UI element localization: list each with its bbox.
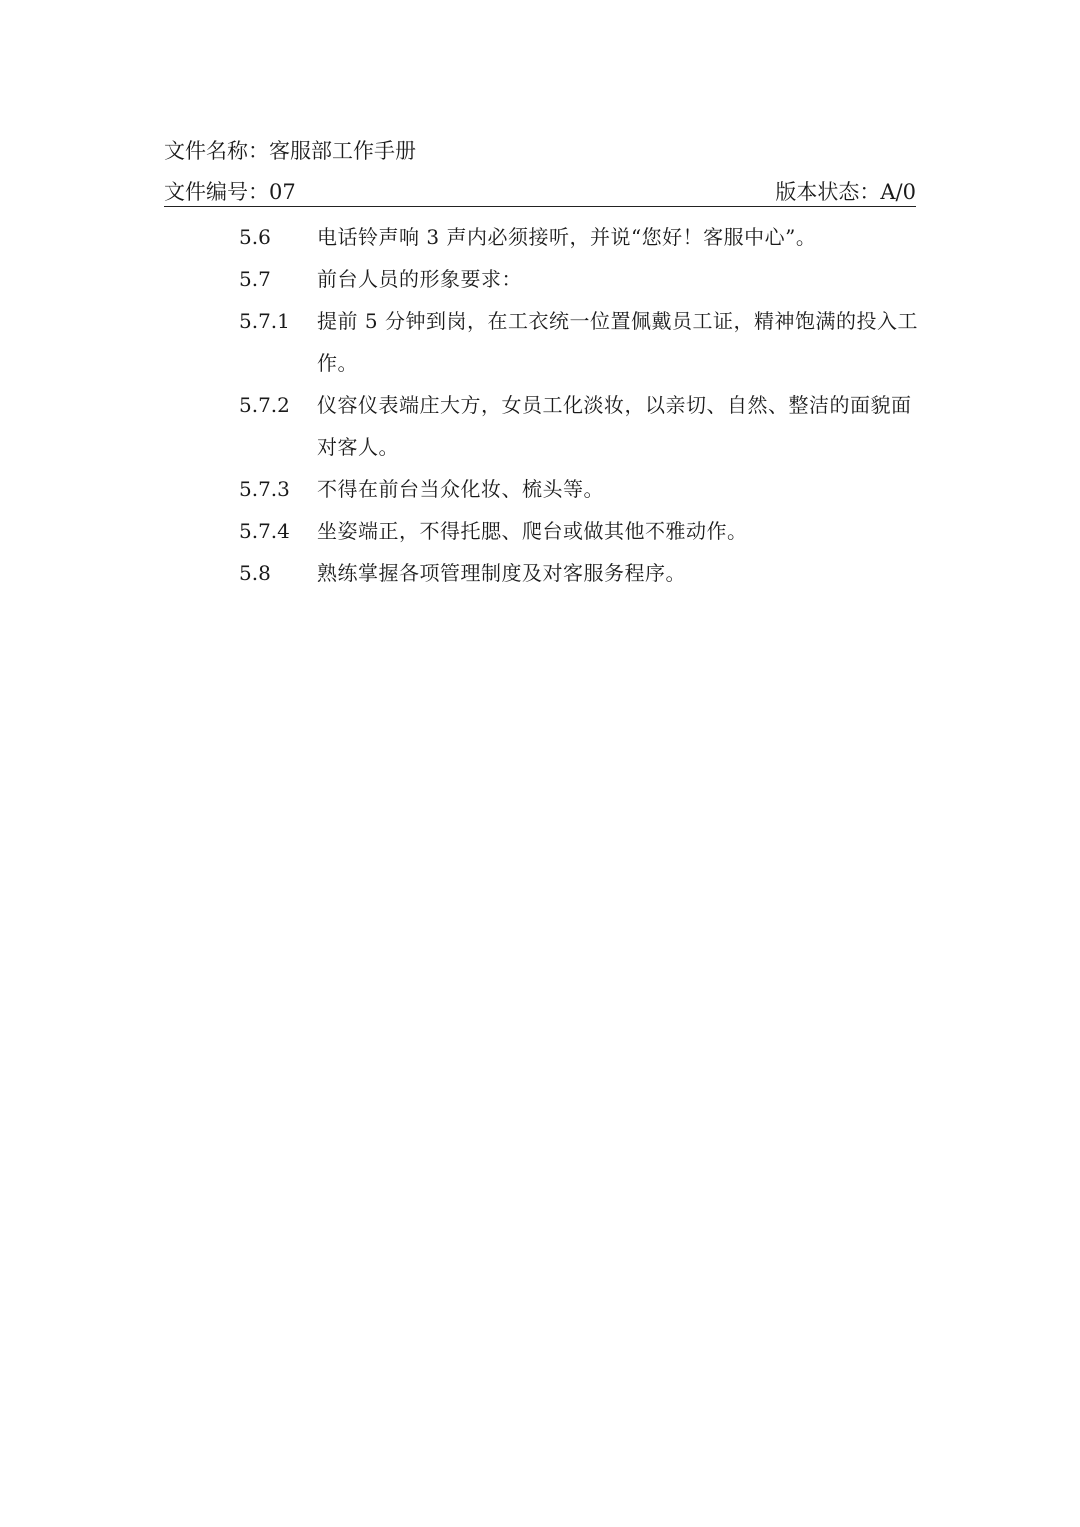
item-number: 5.7 <box>239 267 271 291</box>
item-text: 提前 5 分钟到岗，在工衣统一位置佩戴员工证，精神饱满的投入工作。 <box>317 309 918 375</box>
document-number: 文件编号：07 <box>164 180 296 204</box>
item-text: 不得在前台当众化妆、梳头等。 <box>317 477 604 501</box>
item-text: 仪容仪表端庄大方，女员工化淡妆，以亲切、自然、整洁的面貌面对客人。 <box>317 393 912 459</box>
item-text: 前台人员的形象要求： <box>317 267 522 291</box>
header-rule-row <box>164 170 916 207</box>
item-number: 5.7.4 <box>239 519 290 543</box>
document-body <box>239 216 919 594</box>
item-number: 5.8 <box>239 561 271 585</box>
item-text: 坐姿端正，不得托腮、爬台或做其他不雅动作。 <box>317 519 748 543</box>
version-status: 版本状态：A/0 <box>775 180 916 204</box>
item-number: 5.7.3 <box>239 477 290 501</box>
list-item <box>239 552 919 594</box>
list-item <box>239 468 919 510</box>
item-text: 熟练掌握各项管理制度及对客服务程序。 <box>317 561 686 585</box>
item-number: 5.6 <box>239 225 271 249</box>
item-number: 5.7.1 <box>239 309 290 333</box>
list-item <box>239 510 919 552</box>
document-header <box>164 134 916 207</box>
item-number: 5.7.2 <box>239 393 290 417</box>
document-name: 文件名称：客服部工作手册 <box>164 139 416 163</box>
list-item <box>239 216 919 258</box>
list-item <box>239 384 919 468</box>
list-item <box>239 300 919 384</box>
item-text: 电话铃声响 3 声内必须接听，并说“您好！客服中心”。 <box>317 225 817 249</box>
list-item <box>239 258 919 300</box>
